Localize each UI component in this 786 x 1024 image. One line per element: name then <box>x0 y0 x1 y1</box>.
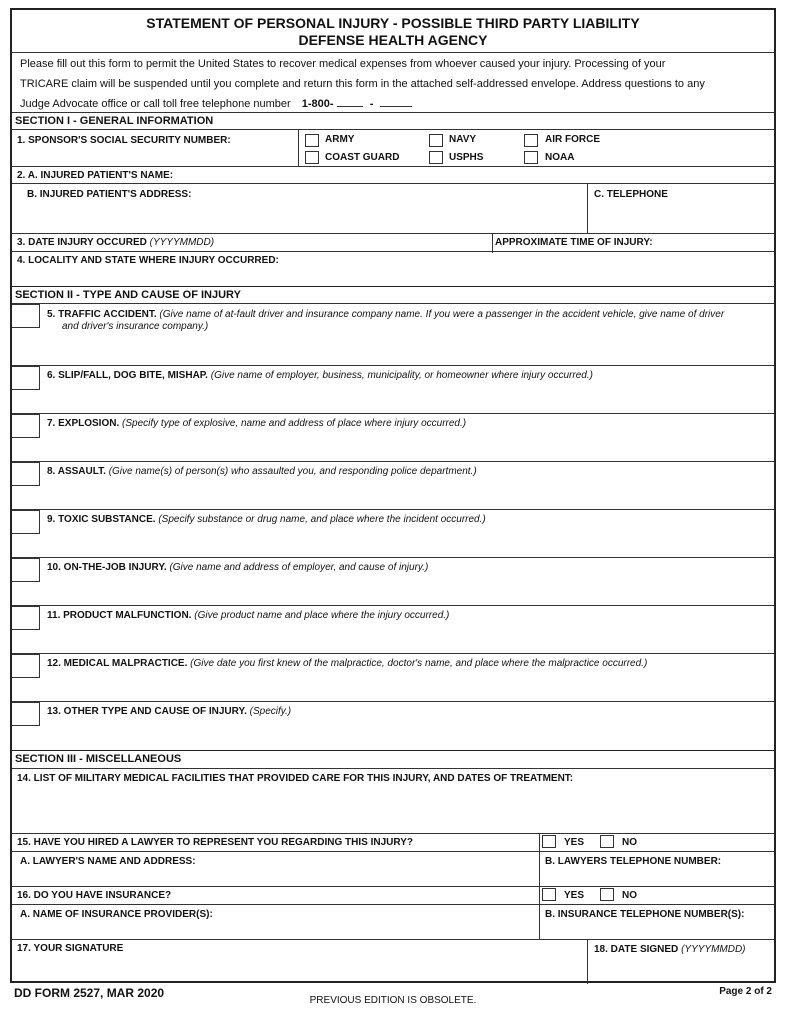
row-lawyer-question <box>12 833 774 851</box>
injury-item-6[interactable]: 6. SLIP/FALL, DOG BITE, MISHAP. (Give name of employer, business, municipality, or homeowner where injury occurred.) <box>12 365 774 413</box>
phone-prefix: 1-800- <box>301 98 334 110</box>
row-locality[interactable] <box>12 251 774 286</box>
injury-7-checkbox[interactable] <box>12 414 40 438</box>
lawyer-name-label: A. LAWYER'S NAME AND ADDRESS: <box>20 856 196 867</box>
injury-item-5[interactable]: 5. TRAFFIC ACCIDENT. (Give name of at-fault driver and insurance company name. If you were a passenger in the accident vehicle, give name of driver and driver's insurance company.) <box>12 303 774 365</box>
insurance-yes-label: YES <box>564 890 585 901</box>
injury-11-checkbox[interactable] <box>12 606 40 630</box>
injury-5-checkbox[interactable] <box>12 304 40 328</box>
lawyer-question-label: 15. HAVE YOU HIRED A LAWYER TO REPRESENT YOU REGARDING THIS INJURY? <box>17 837 413 848</box>
navy-checkbox[interactable] <box>429 134 443 147</box>
intro-line1: Please fill out this form to permit the United States to recover medical expenses from whoever caused your injury. Processing of your <box>20 58 666 70</box>
row-patient-name[interactable] <box>12 166 774 184</box>
injury-item-8[interactable]: 8. ASSAULT. (Give name(s) of person(s) who assaulted you, and responding police department.) <box>12 461 774 509</box>
form-container <box>10 8 776 983</box>
form-id: DD FORM 2527, MAR 2020 <box>14 986 165 1000</box>
injury-item-13[interactable]: 13. OTHER TYPE AND CAUSE OF INJURY. (Specify.) <box>12 701 774 749</box>
row-ssn <box>12 129 774 167</box>
insurance-name-label: A. NAME OF INSURANCE PROVIDER(S): <box>20 909 213 920</box>
phone-blank-1[interactable] <box>337 96 363 107</box>
telephone-label: C. TELEPHONE <box>594 189 668 200</box>
injury-8-checkbox[interactable] <box>12 462 40 486</box>
section1-header: SECTION I - GENERAL INFORMATION <box>12 112 774 130</box>
noaa-label: NOAA <box>545 152 575 163</box>
injury-item-11[interactable]: 11. PRODUCT MALFUNCTION. (Give product name and place where the injury occurred.) <box>12 605 774 653</box>
coast-guard-label: COAST GUARD <box>325 152 400 163</box>
intro-line3: Judge Advocate office or call toll free telephone number 1-800- - <box>20 94 766 114</box>
time-injury-label: APPROXIMATE TIME OF INJURY: <box>495 237 653 248</box>
insurance-question-label: 16. DO YOU HAVE INSURANCE? <box>17 890 172 901</box>
insurance-yes-checkbox[interactable] <box>542 888 556 901</box>
page-number: Page 2 of 2 <box>719 986 772 997</box>
usphs-label: USPHS <box>449 152 484 163</box>
lawyer-yes-label: YES <box>564 837 585 848</box>
section3-header: SECTION III - MISCELLANEOUS <box>12 750 774 768</box>
air-force-checkbox[interactable] <box>524 134 538 147</box>
noaa-checkbox[interactable] <box>524 151 538 164</box>
facilities-label: 14. LIST OF MILITARY MEDICAL FACILITIES THAT PROVIDED CARE FOR THIS INJURY, AND DATES OF TREATMENT: <box>17 773 574 784</box>
lawyer-no-label: NO <box>622 837 637 848</box>
usphs-checkbox[interactable] <box>429 151 443 164</box>
insurance-phone-label: B. INSURANCE TELEPHONE NUMBER(S): <box>545 909 745 920</box>
intro-block <box>12 52 774 116</box>
injury-item-10[interactable]: 10. ON-THE-JOB INJURY. (Give name and address of employer, and cause of injury.) <box>12 557 774 605</box>
intro-line2: TRICARE claim will be suspended until you complete and return this form in the attached self-addressed envelope. Address questions to any <box>20 78 705 90</box>
section2-header: SECTION II - TYPE AND CAUSE OF INJURY <box>12 286 774 304</box>
phone-blank-2[interactable] <box>380 96 412 107</box>
injury-item-9[interactable]: 9. TOXIC SUBSTANCE. (Specify substance or drug name, and place where the incident occurred.) <box>12 509 774 557</box>
army-checkbox[interactable] <box>305 134 319 147</box>
air-force-label: AIR FORCE <box>545 134 600 145</box>
ssn-label: 1. SPONSOR'S SOCIAL SECURITY NUMBER: <box>17 135 231 146</box>
injury-9-checkbox[interactable] <box>12 510 40 534</box>
patient-name-label: 2. A. INJURED PATIENT'S NAME: <box>17 170 174 181</box>
injury-item-12[interactable]: 12. MEDICAL MALPRACTICE. (Give date you first knew of the malpractice, doctor's name, and place where the malpractice occurred.) <box>12 653 774 701</box>
injury-item-7[interactable]: 7. EXPLOSION. (Specify type of explosive, name and address of place where injury occurred.) <box>12 413 774 461</box>
date-signed-label: 18. DATE SIGNED (YYYYMMDD) <box>594 944 746 955</box>
insurance-no-label: NO <box>622 890 637 901</box>
lawyer-yes-checkbox[interactable] <box>542 835 556 848</box>
navy-label: NAVY <box>449 134 477 145</box>
row-patient-address[interactable] <box>12 183 774 233</box>
patient-address-label: B. INJURED PATIENT'S ADDRESS: <box>27 189 192 200</box>
injury-10-checkbox[interactable] <box>12 558 40 582</box>
lawyer-phone-label: B. LAWYERS TELEPHONE NUMBER: <box>545 856 722 867</box>
coast-guard-checkbox[interactable] <box>305 151 319 164</box>
row-insurance-question <box>12 886 774 904</box>
locality-label: 4. LOCALITY AND STATE WHERE INJURY OCCURRED: <box>17 255 279 266</box>
row-insurance-details[interactable] <box>12 904 774 939</box>
obsolete-notice: PREVIOUS EDITION IS OBSOLETE. <box>309 995 477 1006</box>
row-facilities[interactable] <box>12 768 774 833</box>
lawyer-no-checkbox[interactable] <box>600 835 614 848</box>
injury-12-checkbox[interactable] <box>12 654 40 678</box>
form-title: STATEMENT OF PERSONAL INJURY - POSSIBLE THIRD PARTY LIABILITY DEFENSE HEALTH AGENCY <box>146 15 640 48</box>
row-date-injury[interactable] <box>12 233 774 252</box>
army-label: ARMY <box>325 134 355 145</box>
row-signature[interactable] <box>12 939 774 983</box>
signature-label: 17. YOUR SIGNATURE <box>17 943 124 954</box>
injury-13-checkbox[interactable] <box>12 702 40 726</box>
row-lawyer-details[interactable] <box>12 851 774 886</box>
injury-6-checkbox[interactable] <box>12 366 40 390</box>
insurance-no-checkbox[interactable] <box>600 888 614 901</box>
date-injury-label: 3. DATE INJURY OCCURED (YYYYMMDD) <box>17 237 215 248</box>
